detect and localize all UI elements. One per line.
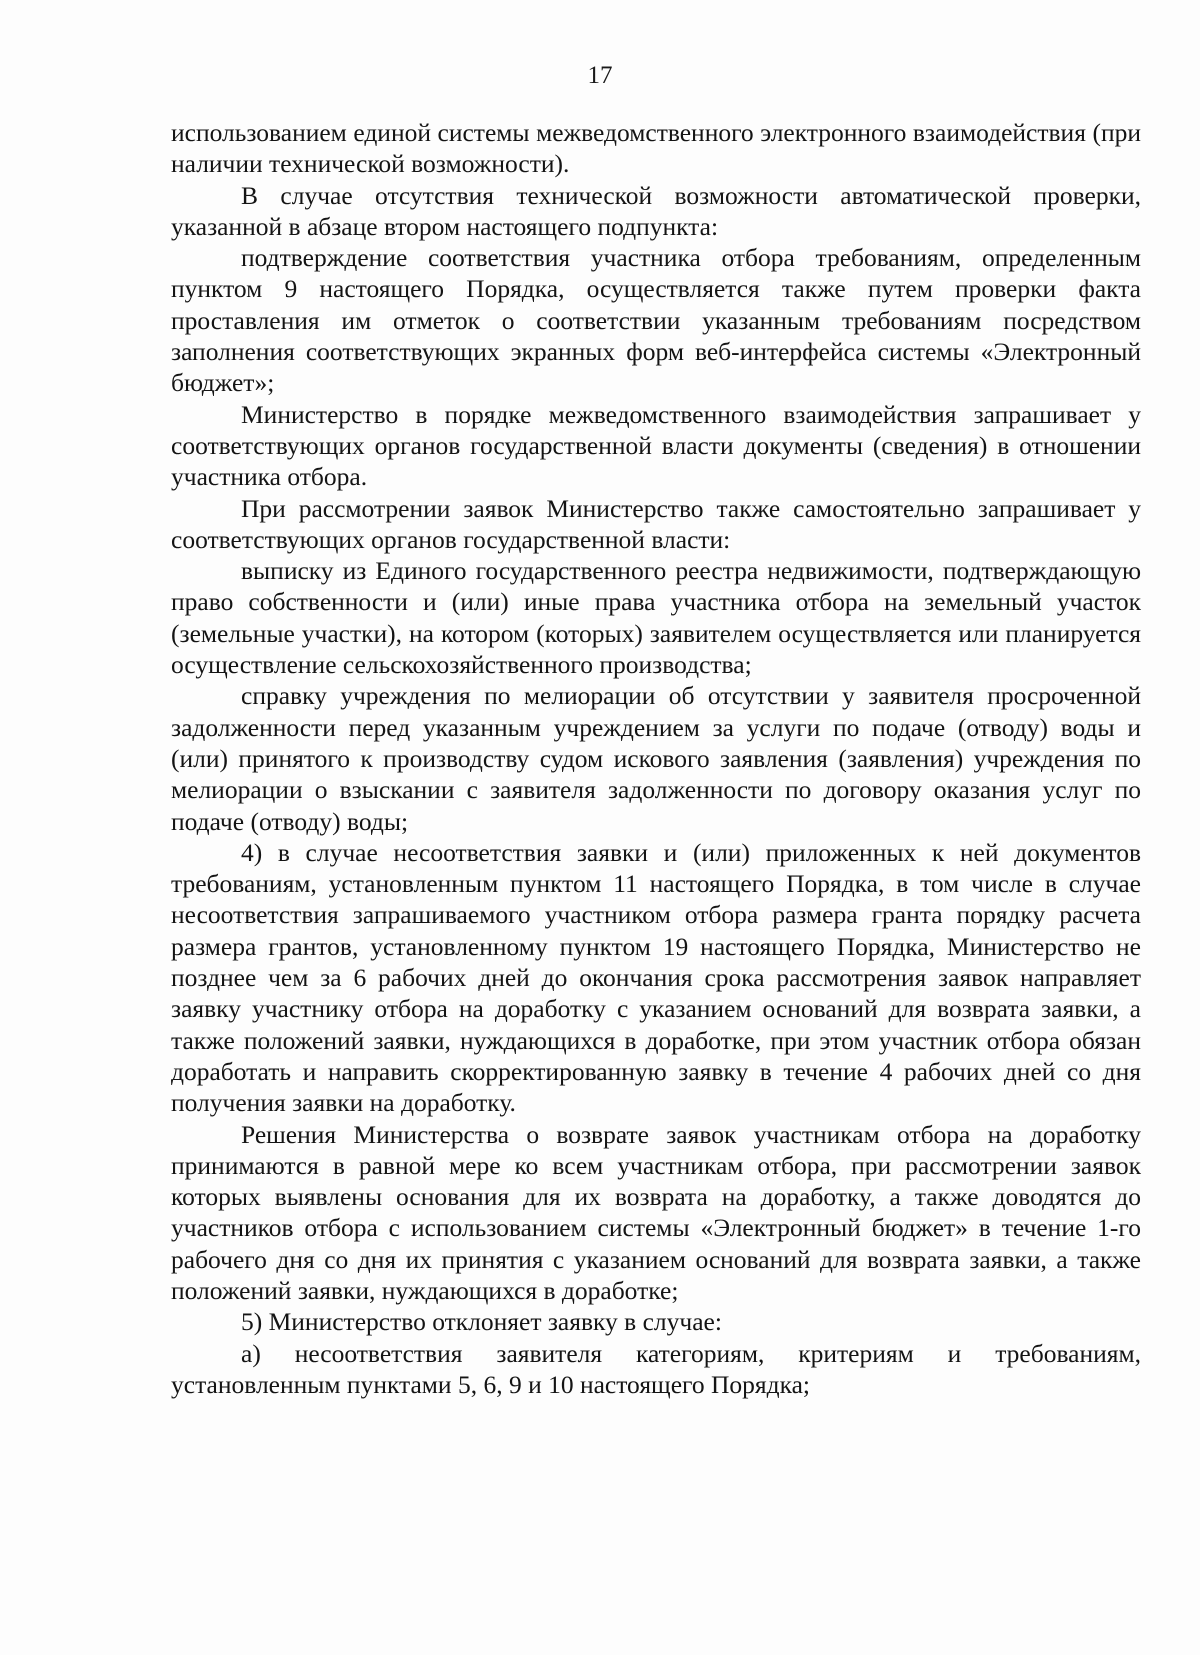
- paragraph: В случае отсутствия технической возможности автоматической проверки, указанной в абзаце втором настоящего подпункта:: [171, 180, 1141, 241]
- paragraph: выписку из Единого государственного реестра недвижимости, подтверждающую право собственности и (или) иные права участника отбора на земельный участок (земельные участки), на котором (которых) заявителем осуществляется или планируется осуществление сельскохозяйственного производства;: [171, 556, 1141, 680]
- paragraph: 4) в случае несоответствия заявки и (или) приложенных к ней документов требованиям, установленным пунктом 11 настоящего Порядка, в том числе в случае несоответствия запрашиваемого участником отбора размера гранта порядку расчета размера грантов, установленному пунктом 19 настоящего Порядка, Министерство не позднее чем за 6 рабочих дней до окончания срока рассмотрения заявок направляет заявку участнику отбора на доработку с указанием оснований для возврата заявки, а также положений заявки, нуждающихся в доработке, при этом участник отбора обязан доработать и направить скорректированную заявку в течение 4 рабочих дней со дня получения заявки на доработку.: [171, 837, 1141, 1118]
- paragraph: 5) Министерство отклоняет заявку в случае:: [241, 1307, 722, 1337]
- paragraph: а) несоответствия заявителя категориям, критериям и требованиям, установленным пунктами 5, 6, 9 и 10 настоящего Порядка;: [171, 1338, 1141, 1399]
- page-number: 17: [587, 62, 613, 89]
- paragraph: использованием единой системы межведомственного электронного взаимодействия (при наличии технической возможности).: [171, 118, 1141, 179]
- paragraph: Решения Министерства о возврате заявок участникам отбора на доработку принимаются в равной мере ко всем участникам отбора, при рассмотрении заявок которых выявлены основания для их возврата на доработку, а также доводятся до участников отбора с использованием системы «Электронный бюджет» в течение 1-го рабочего дня со дня их принятия с указанием оснований для возврата заявки, а также положений заявки, нуждающихся в доработке;: [171, 1119, 1141, 1305]
- paragraph: Министерство в порядке межведомственного взаимодействия запрашивает у соответствующих органов государственной власти документы (сведения) в отношении участника отбора.: [171, 399, 1141, 492]
- paragraph: справку учреждения по мелиорации об отсутствии у заявителя просроченной задолженности перед указанным учреждением за услуги по подаче (отводу) воды и (или) принятого к производству судом искового заявления (заявления) учреждения по мелиорации о взыскании с заявителя задолженности по договору оказания услуг по подаче (отводу) воды;: [171, 681, 1141, 836]
- paragraph: При рассмотрении заявок Министерство также самостоятельно запрашивает у соответствующих органов государственной власти:: [171, 493, 1141, 554]
- paragraph: подтверждение соответствия участника отбора требованиям, определенным пунктом 9 настоящего Порядка, осуществляется также путем проверки факта проставления им отметок о соответствии указанным требованиям посредством заполнения соответствующих экранных форм веб-интерфейса системы «Электронный бюджет»;: [171, 243, 1141, 398]
- document-body: [171, 117, 1141, 1400]
